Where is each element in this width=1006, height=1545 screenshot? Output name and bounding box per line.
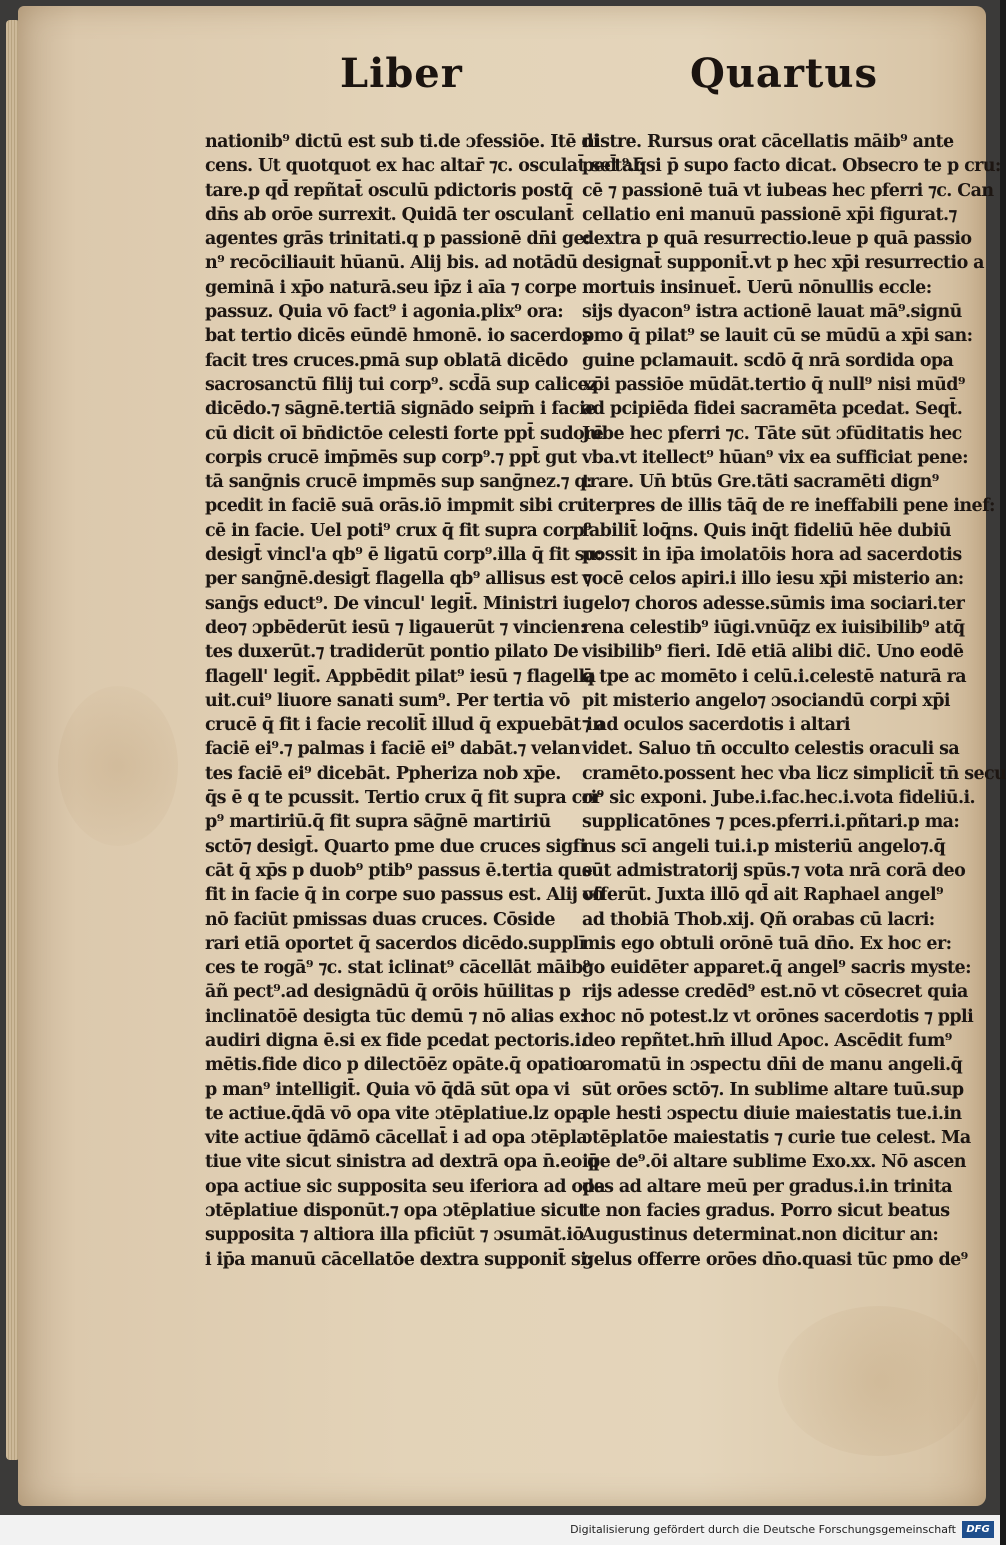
text-line: deo repñtet.hm̄ illud Apoc. Ascēdit fum⁹ (582, 1030, 952, 1051)
text-line: des ad altare meū per gradus.i.in trinita (582, 1176, 953, 1197)
text-line: visibilib⁹ fieri. Idē etiā alibi dic̄. Uno eodē (582, 642, 964, 663)
text-line: sūt orōes sctō⁊. In sublime altare tuū.sup (582, 1079, 964, 1100)
text-line: inclinatōē desigta tūc demū ⁊ nō alias ex: (205, 1006, 586, 1027)
text-line: desigt̄ vincl'a qb⁹ ē ligatū corp⁹.illa q̄ fit su: (205, 545, 602, 566)
text-line: sctō⁊ desigt̄. Quarto pme due cruces sigfi (205, 836, 586, 857)
text-line: p⁹ martiriū.q̄ fit supra sāḡnē martiriū (205, 812, 551, 833)
text-line: offerūt. Juxta illō qd̄ ait Raphael angel⁹ (582, 885, 944, 906)
text-line: te actiue.q̄dā vō opa vite ɔtēplatiue.lz opa (205, 1103, 588, 1124)
text-line: tes faciē ei⁹ dicebāt. Ppheriza nob xp̄e. (205, 763, 561, 784)
text-line: possit in ip̄a imolatōis hora ad sacerdotis (582, 545, 962, 566)
text-line: mortuis insinuet̄. Uerū nōnullis eccle: (582, 277, 932, 298)
text-line: tare.p qd̄ repñtat̄ osculū pdictoris postq̄ (205, 180, 573, 201)
text-line: sacrosanctū filij tui corp⁹. scd̄ā sup calicez (205, 374, 598, 395)
text-line: geminā i xp̄o naturā.seu ip̄z i aīa ⁊ corpe (205, 277, 577, 298)
text-line: cellatio eni manuū passionē xp̄i figurat.⁊ (582, 204, 957, 225)
text-line: supplicatōnes ⁊ pces.pferri.i.pñtari.p ma: (582, 812, 960, 833)
text-line: rena celestib⁹ iūgi.vnūq̄z ex iuisibilib⁹ atq̄ (582, 617, 965, 638)
text-line: bat tertio dicēs eūndē hmonē. io sacerdos (205, 326, 592, 347)
text-line: tiue vite sicut sinistra ad dextrā opa n̄.eo q̄ (205, 1152, 599, 1173)
text-line: guine pclamauit. scdō q̄ nrā sordida opa (582, 350, 954, 371)
text-line: n⁹ recōciliauit hūanū. Alij bis. ad notādū (205, 253, 578, 274)
text-line: cē in facie. Uel poti⁹ crux q̄ fit supra corp⁹ (205, 520, 592, 541)
text-line: sanḡs educt⁹. De vincul' legit̄. Ministri iu: (205, 593, 587, 614)
text-line: sijs dyacon⁹ istra actionē lauat mā⁹.signū (582, 302, 962, 323)
text-line: rari etiā oportet q̄ sacerdos dicēdo.supplī (205, 933, 585, 954)
text-line: gelo⁊ choros adesse.sūmis ima sociari.ter (582, 593, 965, 614)
text-line: vba.vt itellect⁹ hūan⁹ vix ea sufficiat pene: (582, 447, 968, 468)
text-line: gelus offerre orōes dn̄o.quasi tūc pmo de⁹ (582, 1249, 968, 1270)
text-line: q̄ tpe ac momēto i celū.i.celestē naturā ra (582, 666, 966, 687)
text-line: iterpres de illis tāq̄ de re ineffabili pene inef: (582, 496, 995, 517)
text-line: aromatū in ɔspectu dn̄i de manu angeli.q̄ (582, 1055, 963, 1076)
text-line: deo⁊ ɔpbēderūt iesū ⁊ ligauerūt ⁊ vincien: (205, 617, 586, 638)
text-line: i ip̄a manuū cācellatōe dextra supponit̄ si: (205, 1249, 593, 1270)
text-line: corpis crucē imp̄mēs sup corp⁹.⁊ ppt̄ gut (205, 447, 577, 468)
text-line: nō faciūt pmissas duas cruces. Cōside (205, 909, 555, 930)
text-line: trare. Un̄ btūs Gre.tāti sacramēti dign⁹ (582, 472, 939, 493)
text-line: faciē ei⁹.⁊ palmas i faciē ei⁹ dabāt.⁊ velan (205, 739, 581, 760)
text-line: supposita ⁊ altiora illa pficiūt ⁊ ɔsumāt.iō (205, 1225, 584, 1246)
text-line: passuz. Quia vō fact⁹ i agonia.plix⁹ ora: (205, 302, 564, 323)
text-line: ɔtēplatiue disponūt.⁊ opa ɔtēplatiue sicut (205, 1201, 586, 1222)
text-line: nus scī angeli tui.i.p misteriū angelo⁊.q̄ (582, 836, 946, 857)
text-line: facit tres cruces.pmā sup oblatā dicēdo (205, 350, 568, 371)
text-line: fabilit̄ loq̄ns. Quis inq̄t fideliū hēe dubiū (582, 520, 951, 541)
text-line: mētis.fide dico p dilectōēz opāte.q̄ opatio (205, 1055, 585, 1076)
text-line: te non facies gradus. Porro sicut beatus (582, 1201, 950, 1222)
text-line: xp̄i passiōe mūdāt.tertio q̄ null⁹ nisi mūd⁹ (582, 374, 965, 395)
text-line: per sanḡnē.desigt̄ flagella qb⁹ allisus est ⁊ (205, 569, 592, 590)
text-line: flagell' legit̄. Appbēdit pilat⁹ iesū ⁊ flagella (205, 666, 596, 687)
text-line: ⁊ ad oculos sacerdotis i altari (582, 715, 850, 736)
text-line: ple hesti ɔspectu diuie maiestatis tue.i.in (582, 1103, 962, 1124)
paper-stain (778, 1306, 978, 1456)
text-line: tes duxerūt.⁊ tradiderūt pontio pilato De (205, 642, 579, 663)
text-line: tā sanḡnis crucē impmēs sup sanḡnez.⁊ q: (205, 472, 592, 493)
text-line: ces te rogā⁹ ⁊c. stat iclinat⁹ cācellāt māib⁹ (205, 958, 590, 979)
text-line: designat̄ supponit̄.vt p hec xp̄i resurrectio a (582, 253, 984, 274)
funding-note: Digitalisierung gefördert durch die Deutsche Forschungsgemeinschaft (570, 1523, 956, 1536)
text-line: crucē q̄ fit i facie recolit̄ illud q̄ expuebāt in (205, 715, 605, 736)
text-line: rijs adesse credēd⁹ est.nō vt cōsecret quia (582, 982, 968, 1003)
text-line: videt. Saluo tn̄ occulto celestis oraculi sa (582, 739, 960, 760)
text-line: āñ pect⁹.ad designādū q̄ orōis hūilitas p (205, 982, 571, 1003)
text-line: cramēto.possent hec vba licz simplicit̄ tn̄ secu (582, 763, 1006, 784)
text-line: opa actiue sic supposita seu iferiora ad opa (205, 1176, 605, 1197)
text-line: pmo q̄ pilat⁹ se lauit cū se mūdū a xp̄i san: (582, 326, 973, 347)
text-line: dextra p quā resurrectio.leue p quā passio (582, 229, 972, 250)
text-line: fit in facie q̄ in corpe suo passus est. Alij vō (205, 885, 604, 906)
text-line: Jube hec pferri ⁊c. Tāte sūt ɔfūditatis hec (582, 423, 962, 444)
text-line: uit.cui⁹ liuore sanati sum⁹. Per tertia vō (205, 690, 570, 711)
footer-bar (0, 1515, 1000, 1545)
text-line: ad pcipiēda fidei sacramēta pcedat. Seqt̄. (582, 399, 963, 420)
text-line: ri⁹ sic exponi. Jube.i.fac.hec.i.vota fideliū.i. (582, 788, 976, 809)
text-column-left (205, 130, 645, 1272)
text-line: ad thobiā Thob.xij. Qñ orabas cū lacri: (582, 909, 935, 930)
text-line: nationib⁹ dictū est sub ti.de ɔfessiōe. Itē di (205, 132, 600, 152)
text-line: audiri digna ē.si ex fide pcedat pectoris.i. (205, 1030, 587, 1051)
text-line: vite actiue q̄dāmō cācellat̄ i ad opa ɔtēpla (205, 1128, 588, 1149)
text-line: cāt q̄ xp̄s p duob⁹ ptib⁹ passus ē.tertia que (205, 860, 593, 881)
text-line: pit misterio angelo⁊ ɔsociandū corpi xp̄i (582, 690, 950, 711)
running-head-left: Liber (340, 50, 463, 97)
text-line: ipe de⁹.ōi altare sublime Exo.xx. Nō ascen (582, 1152, 966, 1173)
text-line: p man⁹ intelligit̄. Quia vō q̄dā sūt opa vi (205, 1079, 570, 1100)
text-line: pect⁹.q̄si p̄ supo facto dicat. Obsecro te p cru: (582, 156, 1001, 177)
text-line: vocē celos apiri.i illo iesu xp̄i misterio an: (582, 569, 964, 590)
text-line: ɔtēplatōe maiestatis ⁊ curie tue celest. Ma (582, 1128, 971, 1149)
text-line: nistre. Rursus orat cācellatis māib⁹ ante (582, 132, 954, 152)
text-line: cū dicit oī bn̄dictōe celesti forte ppt̄ sudorē (205, 423, 604, 444)
text-line: Augustinus determinat.non dicitur an: (582, 1225, 939, 1246)
text-line: cens. Ut quotquot ex hac altar̄ ⁊c. osculat̄ sel̄ al: (205, 156, 645, 177)
text-line: dicēdo.⁊ sāgnē.tertiā signādo seipm̄ i facie (205, 399, 596, 420)
text-line: pcedit in faciē suā orās.iō impmit sibi cru: (205, 496, 595, 517)
text-line: agentes grās trinitati.q p passionē dn̄i ge: (205, 229, 590, 250)
text-column-right (582, 130, 1006, 1272)
dfg-logo-icon: DFG (962, 1521, 994, 1538)
text-line: hoc nō potest.lz vt orōnes sacerdotis ⁊ ppli (582, 1006, 974, 1027)
text-line: go euidēter apparet.q̄ angel⁹ sacris myste: (582, 958, 971, 979)
running-head-right: Quartus (690, 50, 878, 97)
text-line: dn̄s ab orōe surrexit. Quidā ter osculant̄ (205, 204, 574, 225)
text-line: q̄s ē q te pcussit. Tertio crux q̄ fit supra cor (205, 788, 602, 809)
text-line: mis ego obtuli orōnē tuā dn̄o. Ex hoc er: (582, 933, 952, 954)
paper-stain (58, 686, 178, 846)
text-line: cē ⁊ passionē tuā vt iubeas hec pferri ⁊c. Can (582, 180, 994, 201)
text-line: sūt admistratorij spūs.⁊ vota nrā corā deo (582, 860, 966, 881)
